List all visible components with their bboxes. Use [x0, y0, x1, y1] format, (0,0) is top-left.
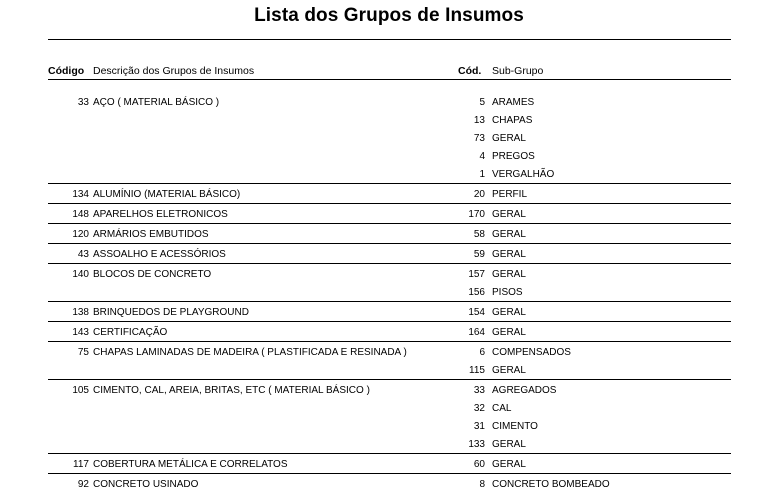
subgroup-name: GERAL	[492, 133, 526, 144]
group-code: 75	[77, 347, 89, 358]
subgroup-code: 33	[473, 385, 485, 396]
report-title: Lista dos Grupos de Insumos	[254, 5, 524, 26]
group-description: CHAPAS LAMINADAS DE MADEIRA ( PLASTIFICADA E RESINADA )	[93, 347, 407, 358]
group-separator	[48, 183, 731, 184]
subgroup-name: AGREGADOS	[492, 385, 557, 396]
header-codigo: Código	[48, 65, 85, 77]
subgroup-code: 164	[468, 327, 485, 338]
subgroup-code: 133	[468, 439, 485, 450]
group-separator	[48, 301, 731, 302]
group-description: COBERTURA METÁLICA E CORRELATOS	[93, 459, 288, 470]
subgroup-name: GERAL	[492, 209, 526, 220]
subgroup-code: 32	[473, 403, 485, 414]
subgroup-name: CHAPAS	[492, 115, 533, 126]
subgroup-code: 154	[468, 307, 485, 318]
subgroup-code: 31	[473, 421, 485, 432]
group-code: 140	[72, 269, 89, 280]
subgroup-code: 13	[473, 115, 485, 126]
group-description: CONCRETO USINADO	[93, 479, 199, 490]
group-description: BLOCOS DE CONCRETO	[93, 269, 212, 280]
subgroup-name: GERAL	[492, 459, 526, 470]
subgroup-code: 60	[473, 459, 485, 470]
group-code: 120	[72, 229, 89, 240]
group-description: AÇO ( MATERIAL BÁSICO )	[93, 97, 220, 108]
subgroup-code: 115	[469, 365, 485, 376]
subgroup-code: 4	[479, 151, 485, 162]
subgroup-name: GERAL	[492, 439, 526, 450]
group-separator	[48, 203, 731, 204]
group-description: ALUMÍNIO (MATERIAL BÁSICO)	[93, 189, 241, 200]
subgroup-name: VERGALHÃO	[492, 169, 555, 180]
subgroup-name: COMPENSADOS	[492, 347, 571, 358]
subgroup-name: PISOS	[492, 287, 523, 298]
subgroup-name: GERAL	[492, 269, 526, 280]
subgroup-name: CONCRETO BOMBEADO	[492, 479, 610, 490]
group-separator	[48, 473, 731, 474]
header-cod: Cód.	[458, 65, 482, 77]
subgroup-name: GERAL	[492, 307, 526, 318]
group-separator	[48, 243, 731, 244]
group-code: 143	[72, 327, 89, 338]
header-rule	[48, 79, 731, 80]
group-description: APARELHOS ELETRONICOS	[93, 209, 228, 220]
group-code: 138	[72, 307, 89, 318]
subgroup-code: 156	[468, 287, 485, 298]
title-rule	[48, 39, 731, 40]
subgroup-name: PERFIL	[492, 189, 528, 200]
subgroup-code: 6	[479, 347, 485, 358]
group-description: ARMÁRIOS EMBUTIDOS	[93, 229, 209, 240]
subgroup-code: 58	[473, 229, 485, 240]
group-description: ASSOALHO E ACESSÓRIOS	[93, 249, 226, 260]
subgroup-code: 8	[479, 479, 485, 490]
header-descricao: Descrição dos Grupos de Insumos	[93, 65, 255, 77]
subgroup-code: 5	[479, 97, 485, 108]
group-code: 33	[77, 97, 89, 108]
subgroup-name: PREGOS	[492, 151, 535, 162]
group-code: 148	[72, 209, 89, 220]
subgroup-name: GERAL	[492, 249, 526, 260]
group-separator	[48, 341, 731, 342]
group-description: CIMENTO, CAL, AREIA, BRITAS, ETC ( MATERIAL BÁSICO )	[93, 385, 370, 396]
subgroup-name: CIMENTO	[492, 421, 538, 432]
subgroup-name: GERAL	[492, 229, 526, 240]
group-description: CERTIFICAÇÃO	[93, 327, 168, 338]
subgroup-code: 59	[473, 249, 485, 260]
group-code: 134	[72, 189, 89, 200]
header-subgrupo: Sub-Grupo	[492, 65, 544, 77]
subgroup-name: CAL	[492, 403, 512, 414]
group-code: 92	[77, 479, 89, 490]
subgroup-name: GERAL	[492, 365, 526, 376]
subgroup-code: 1	[479, 169, 485, 180]
subgroup-code: 170	[468, 209, 485, 220]
group-code: 117	[73, 459, 89, 470]
group-separator	[48, 453, 731, 454]
subgroup-code: 157	[468, 269, 485, 280]
group-description: BRINQUEDOS DE PLAYGROUND	[93, 307, 249, 318]
group-code: 105	[72, 385, 89, 396]
group-separator	[48, 379, 731, 380]
group-separator	[48, 263, 731, 264]
subgroup-code: 20	[473, 189, 485, 200]
group-separator	[48, 321, 731, 322]
group-code: 43	[77, 249, 89, 260]
subgroup-name: ARAMES	[492, 97, 535, 108]
subgroup-code: 73	[473, 133, 485, 144]
subgroup-name: GERAL	[492, 327, 526, 338]
group-separator	[48, 223, 731, 224]
